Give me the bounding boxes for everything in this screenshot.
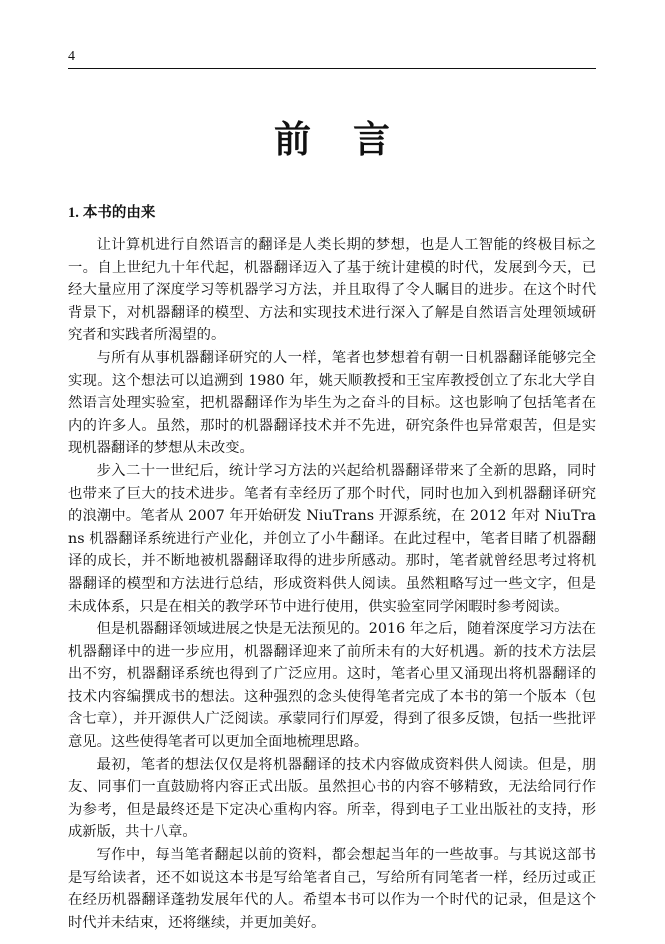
- header-rule: [68, 68, 596, 69]
- paragraph: 最初，笔者的想法仅仅是将机器翻译的技术内容做成资料供人阅读。但是，朋友、同事们一直鼓励将内容正式出版。虽然担心书的内容不够精致，无法给同行作为参考，但是最终还是下定决心重构内容。所幸，得到电子工业出版社的支持，形成新版，共十八章。: [68, 756, 596, 841]
- body-text: [68, 234, 596, 934]
- paragraph: 与所有从事机器翻译研究的人一样，笔者也梦想着有朝一日机器翻译能够完全实现。这个想法可以追溯到 1980 年，姚天顺教授和王宝库教授创立了东北大学自然语言处理实验室，把机器翻译作为毕生为之奋斗的目标。这也影响了包括笔者在内的许多人。虽然，那时的机器翻译技术并不先进，研究条件也异常艰苦，但是实现机器翻译的梦想从未改变。: [68, 349, 596, 457]
- paragraph: 写作中，每当笔者翻起以前的资料，都会想起当年的一些故事。与其说这部书是写给读者，还不如说这本书是写给笔者自己，写给所有同笔者一样，经历过或正在经历机器翻译蓬勃发展年代的人。希望本书可以作为一个时代的记录，但是这个时代并未结束，还将继续，并更加美好。: [68, 847, 596, 931]
- section-title: 本书的由来: [82, 205, 156, 221]
- paragraph: 步入二十一世纪后，统计学习方法的兴起给机器翻译带来了全新的思路，同时也带来了巨大的技术进步。笔者有幸经历了那个时代，同时也加入到机器翻译研究的浪潮中。笔者从 2007 年开始研发 NiuTrans 开源系统，在 2012 年对 NiuTrans 机器翻译系统进行产业化，并创立了小牛翻译。在此过程中，笔者目睹了机器翻译的成长，并不断地被机器翻译取得的进步所感动。那时，笔者就曾经思考过将机器翻译的模型和方法进行总结，形成资料供人阅读。虽然粗略写过一些文字，但是未成体系，只是在相关的教学环节中进行使用，供实验室同学闲暇时参考阅读。: [68, 462, 596, 615]
- paragraph: 让计算机进行自然语言的翻译是人类长期的梦想，也是人工智能的终极目标之一。自上世纪九十年代起，机器翻译迈入了基于统计建模的时代，发展到今天，已经大量应用了深度学习等机器学习方法，并且取得了令人瞩目的进步。在这个时代背景下，对机器翻译的模型、方法和实现技术进行深入了解是自然语言处理领域研究者和实践者所渴望的。: [68, 237, 596, 344]
- paragraph: 但是机器翻译领域进展之快是无法预见的。2016 年之后，随着深度学习方法在机器翻译中的进一步应用，机器翻译迎来了前所未有的大好机遇。新的技术方法层出不穷，机器翻译系统也得到了广泛应用。这时，笔者心里又涌现出将机器翻译的技术内容编撰成书的想法。这种强烈的念头使得笔者完成了本书的第一个版本（包含七章），并开源供人广泛阅读。承蒙同行们厚爱，得到了很多反馈，包括一些批评意见。这些使得笔者可以更加全面地梳理思路。: [68, 621, 596, 751]
- section-number: 1.: [68, 205, 79, 221]
- chapter-title: 前言: [274, 118, 432, 161]
- page-number: 4: [68, 49, 75, 64]
- section-heading: [68, 203, 155, 223]
